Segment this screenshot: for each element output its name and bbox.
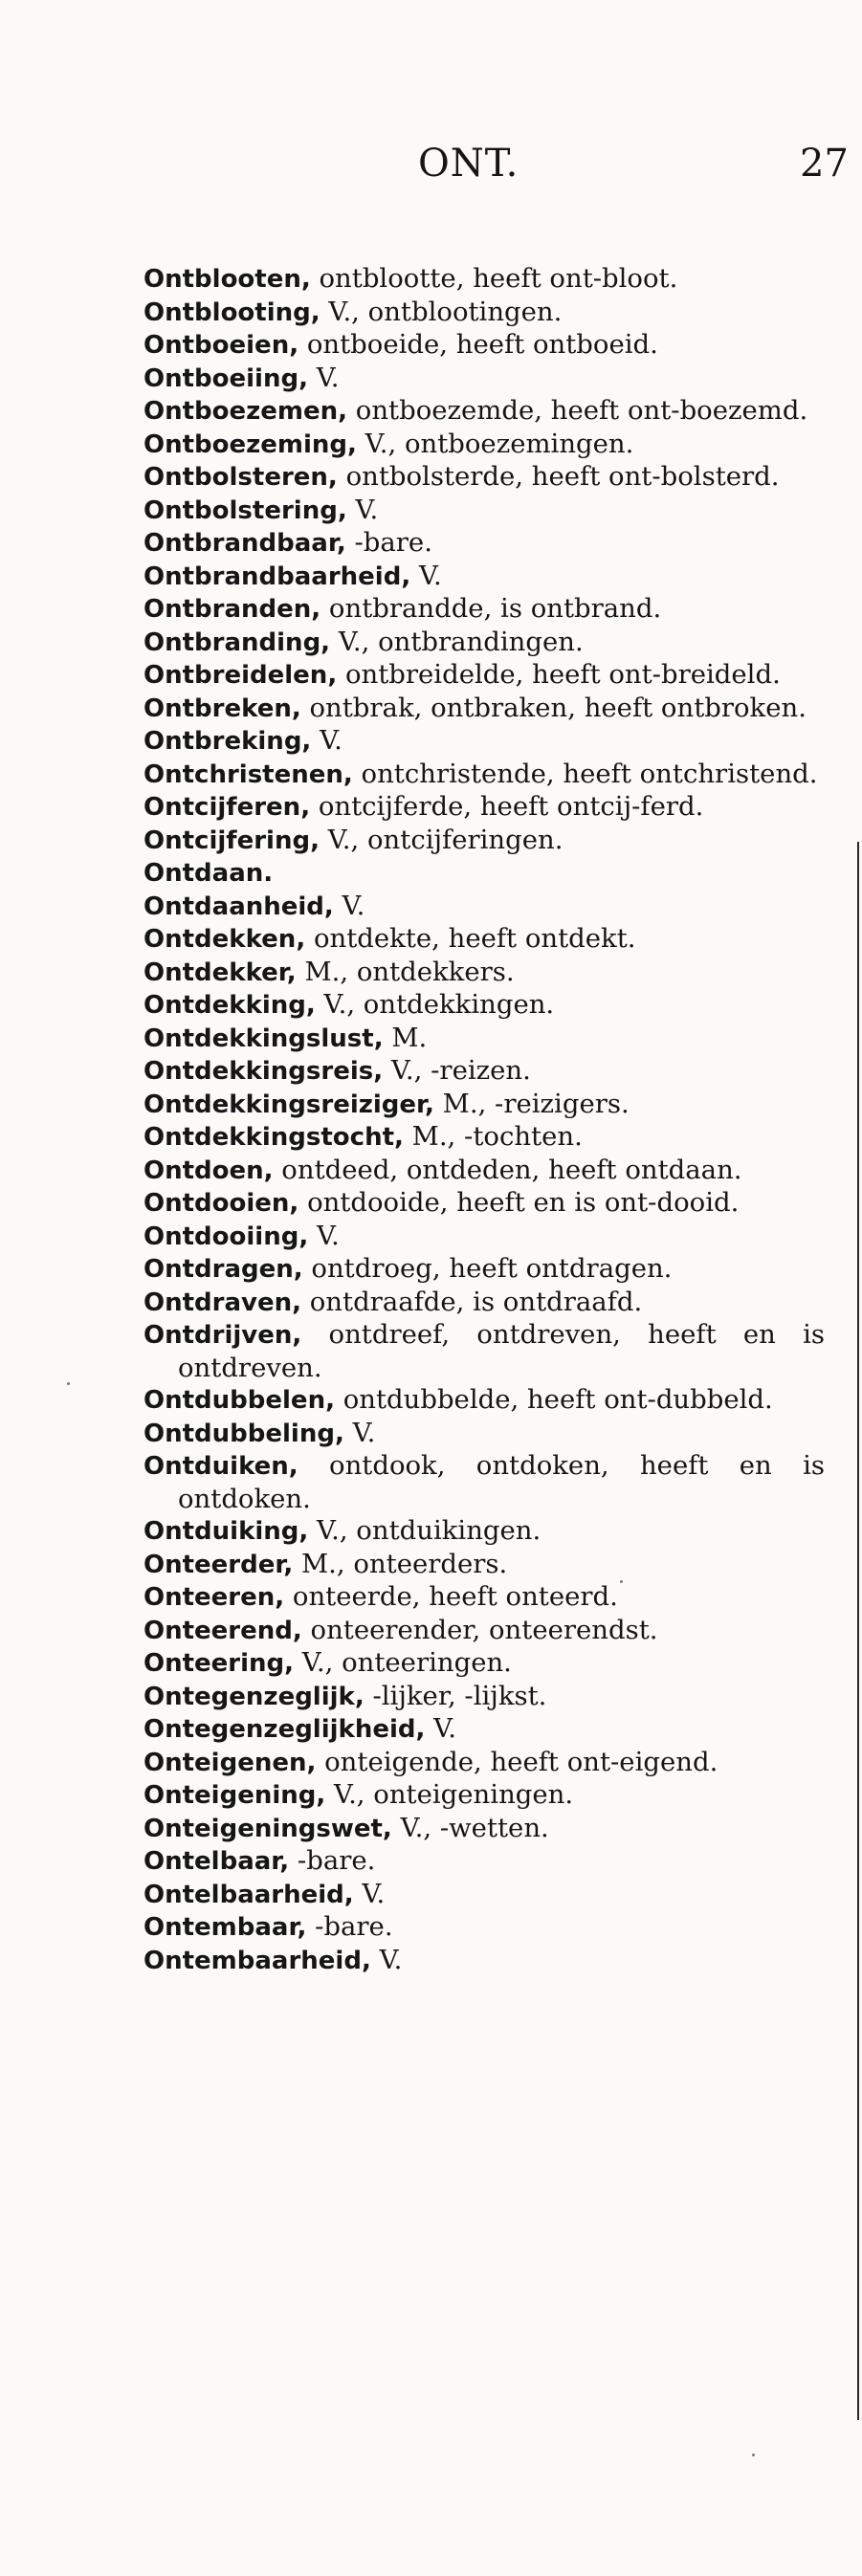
entry-headword: Ontbranden,	[144, 595, 321, 624]
entry-headword: Ontembaar,	[144, 1913, 307, 1942]
entry-definition: M.	[391, 1022, 428, 1053]
entry-definition: ontdreef, ontdreven, heeft en is ontdreven.	[178, 1319, 825, 1383]
entry-definition: V.	[379, 1944, 403, 1975]
page-title: ONT.	[418, 142, 519, 186]
dictionary-entry	[144, 725, 825, 759]
entry-definition: V.	[316, 362, 340, 393]
entry-headword: Ontbolstering,	[144, 495, 347, 525]
entry-definition: ontblootte, heeft ont-bloot.	[319, 263, 678, 294]
entry-definition: V., ontboezemingen.	[365, 428, 634, 459]
dictionary-entry	[144, 923, 825, 957]
entry-headword: Ontdooiing,	[144, 1222, 309, 1251]
entry-headword: Ontelbaar,	[144, 1847, 290, 1876]
dictionary-entry	[144, 957, 825, 990]
dictionary-entry	[144, 1418, 825, 1451]
entry-definition: V., ontblootingen.	[328, 296, 563, 327]
dictionary-entry	[144, 527, 825, 561]
dictionary-entry	[144, 1055, 825, 1089]
dictionary-entry	[144, 759, 825, 792]
entry-definition: onteerender, onteerendst.	[310, 1614, 658, 1645]
entry-headword: Ontdraven,	[144, 1288, 301, 1317]
entry-headword: Onteigeningswet,	[144, 1814, 392, 1843]
entry-headword: Ontdekken,	[144, 925, 306, 954]
entry-headword: Ontdekker,	[144, 958, 297, 987]
entry-definition: V., ontbrandingen.	[338, 626, 584, 657]
entry-headword: Ontegenzeglijk,	[144, 1682, 365, 1711]
dictionary-entry	[144, 693, 825, 726]
dictionary-entry	[144, 891, 825, 924]
entry-definition: ontbrandde, is ontbrand.	[328, 593, 662, 624]
entry-headword: Ontembaarheid,	[144, 1946, 371, 1975]
entry-headword: Ontcijferen,	[144, 793, 311, 822]
entry-headword: Ontbolsteren,	[144, 463, 338, 492]
dictionary-entry	[144, 1945, 825, 1978]
dictionary-entry	[144, 1747, 825, 1780]
entry-headword: Ontbreking,	[144, 727, 312, 756]
entry-definition: -bare.	[354, 527, 432, 558]
entry-headword: Ontboeiing,	[144, 363, 308, 393]
entry-headword: Ontelbaarheid,	[144, 1880, 354, 1909]
dictionary-entry	[144, 1647, 825, 1681]
scan-speck	[752, 2454, 755, 2456]
entry-definition: V., -reizen.	[390, 1055, 531, 1086]
dictionary-entry	[144, 1221, 825, 1254]
entry-definition: -lijker, -lijkst.	[372, 1680, 547, 1711]
dictionary-entry	[144, 495, 825, 528]
entry-definition: ontbreidelde, heeft ont-breideld.	[344, 659, 781, 690]
entry-headword: Ontdekkingsreis,	[144, 1057, 384, 1086]
entry-definition: V.	[320, 725, 343, 756]
dictionary-entry	[144, 825, 825, 858]
dictionary-entry	[144, 329, 825, 363]
dictionary-entry	[144, 1879, 825, 1912]
entry-headword: Ontboezeming,	[144, 429, 357, 459]
entry-headword: Onteeren,	[144, 1583, 285, 1612]
entry-headword: Ontdubbelen,	[144, 1386, 335, 1415]
entry-definition: M., ontdekkers.	[304, 956, 515, 987]
dictionary-entry	[144, 263, 825, 297]
entry-definition: ontboeide, heeft ontboeid.	[306, 329, 658, 360]
entry-definition: ontcijferde, heeft ontcij-ferd.	[318, 791, 704, 822]
entry-headword: Onteerend,	[144, 1616, 302, 1645]
dictionary-entry	[144, 561, 825, 594]
entry-headword: Ontdragen,	[144, 1255, 303, 1284]
dictionary-entry	[144, 1450, 825, 1515]
entry-definition: V., ontcijferingen.	[327, 824, 564, 855]
entry-headword: Ontdekkingsreiziger,	[144, 1090, 434, 1119]
dictionary-entry	[144, 297, 825, 330]
entry-headword: Ontdaanheid,	[144, 892, 334, 921]
entry-definition: V., ontduikingen.	[317, 1515, 542, 1546]
entry-definition: V.	[355, 494, 379, 525]
entry-definition: -bare.	[315, 1911, 393, 1942]
entry-definition: V., ontdekkingen.	[323, 989, 555, 1020]
entry-definition: -bare.	[297, 1845, 376, 1876]
entry-headword: Ontdooien,	[144, 1189, 299, 1218]
entry-definition: onteigende, heeft ont-eigend.	[324, 1746, 718, 1777]
entry-definition: V., onteigeningen.	[334, 1779, 574, 1810]
entry-headword: Ontegenzeglijkheid,	[144, 1715, 426, 1744]
dictionary-entries	[144, 263, 825, 1977]
entry-headword: Onteering,	[144, 1649, 295, 1678]
entry-definition: V.	[352, 1417, 376, 1448]
dictionary-entry	[144, 461, 825, 495]
entry-headword: Onteerder,	[144, 1550, 294, 1579]
dictionary-entry	[144, 1779, 825, 1813]
entry-headword: Ontdrijven,	[144, 1321, 302, 1350]
dictionary-entry	[144, 659, 825, 693]
dictionary-entry	[144, 627, 825, 660]
entry-headword: Ontboeien,	[144, 331, 299, 360]
entry-headword: Ontbreidelen,	[144, 661, 338, 690]
entry-headword: Ontbrandbaar,	[144, 529, 346, 558]
dictionary-entry	[144, 429, 825, 462]
entry-headword: Ontduiking,	[144, 1517, 309, 1546]
entry-headword: Ontdekking,	[144, 991, 316, 1020]
entry-headword: Ontdubbeling,	[144, 1419, 344, 1448]
entry-definition: ontdubbelde, heeft ont-dubbeld.	[343, 1384, 773, 1415]
scan-speck	[67, 1382, 70, 1385]
dictionary-entry	[144, 1384, 825, 1418]
entry-headword: Ontblooting,	[144, 297, 320, 327]
entry-headword: Ontcijfering,	[144, 826, 320, 855]
dictionary-entry	[144, 1319, 825, 1384]
entry-headword: Ontdekkingstocht,	[144, 1123, 404, 1152]
dictionary-entry	[144, 1515, 825, 1549]
dictionary-entry	[144, 1089, 825, 1122]
entry-definition: M., -tochten.	[411, 1121, 583, 1152]
entry-headword: Onteigening,	[144, 1781, 326, 1810]
entry-headword: Ontbranding,	[144, 627, 331, 657]
entry-headword: Ontdaan.	[144, 859, 274, 888]
entry-definition: V.	[433, 1713, 456, 1744]
dictionary-entry	[144, 791, 825, 825]
entry-definition: ontbrak, ontbraken, heeft ontbroken.	[309, 692, 807, 723]
dictionary-entry	[144, 857, 825, 891]
entry-definition: ontboezemde, heeft ont-boezemd.	[355, 395, 808, 426]
entry-headword: Ontbreken,	[144, 694, 301, 723]
entry-headword: Ontdekkingslust,	[144, 1024, 384, 1053]
entry-headword: Ontduiken,	[144, 1452, 298, 1481]
entry-headword: Ontchristenen,	[144, 760, 353, 789]
entry-headword: Ontdoen,	[144, 1156, 274, 1185]
entry-definition: V., onteeringen.	[301, 1647, 512, 1678]
dictionary-entry	[144, 395, 825, 429]
entry-definition: V.	[418, 560, 442, 591]
page-header	[0, 142, 862, 199]
entry-headword: Ontbrandbaarheid,	[144, 561, 411, 591]
entry-definition: ontdraafde, is ontdraafd.	[309, 1286, 643, 1317]
entry-definition: ontdroeg, heeft ontdragen.	[311, 1253, 673, 1284]
dictionary-entry	[144, 1845, 825, 1879]
entry-definition: M., onteerders.	[301, 1548, 508, 1579]
dictionary-entry	[144, 1813, 825, 1846]
dictionary-entry	[144, 593, 825, 627]
entry-headword: Ontboezemen,	[144, 397, 348, 426]
dictionary-entry	[144, 363, 825, 396]
entry-definition: ontchristende, heeft ontchristend.	[361, 758, 818, 789]
scan-speck	[620, 1580, 623, 1583]
dictionary-entry	[144, 1911, 825, 1945]
entry-headword: Ontblooten,	[144, 265, 311, 294]
entry-definition: ontdekte, heeft ontdekt.	[313, 923, 636, 954]
dictionary-entry	[144, 1615, 825, 1648]
entry-headword: Onteigenen,	[144, 1748, 317, 1777]
entry-definition: onteerde, heeft onteerd.	[292, 1581, 618, 1612]
entry-definition: V.	[362, 1878, 386, 1909]
dictionary-entry	[144, 1023, 825, 1056]
dictionary-entry	[144, 1713, 825, 1747]
dictionary-entry	[144, 1187, 825, 1221]
entry-definition: M., -reizigers.	[442, 1088, 630, 1119]
page-number: 27	[800, 142, 849, 186]
entry-definition: ontdook, ontdoken, heeft en is ontdoken.	[178, 1450, 825, 1514]
entry-definition: V., -wetten.	[400, 1812, 549, 1843]
dictionary-entry	[144, 1287, 825, 1320]
dictionary-entry	[144, 1581, 825, 1615]
dictionary-entry	[144, 1253, 825, 1287]
column-rule	[857, 842, 859, 2420]
entry-definition: V.	[342, 890, 365, 921]
dictionary-entry	[144, 1155, 825, 1188]
dictionary-entry	[144, 1549, 825, 1582]
dictionary-entry	[144, 989, 825, 1023]
entry-definition: ontdooide, heeft en is ont-dooid.	[307, 1187, 740, 1218]
entry-definition: ontbolsterde, heeft ont-bolsterd.	[345, 461, 780, 492]
dictionary-entry	[144, 1681, 825, 1714]
entry-definition: ontdeed, ontdeden, heeft ontdaan.	[281, 1154, 742, 1185]
dictionary-entry	[144, 1121, 825, 1155]
entry-definition: V.	[316, 1220, 340, 1251]
